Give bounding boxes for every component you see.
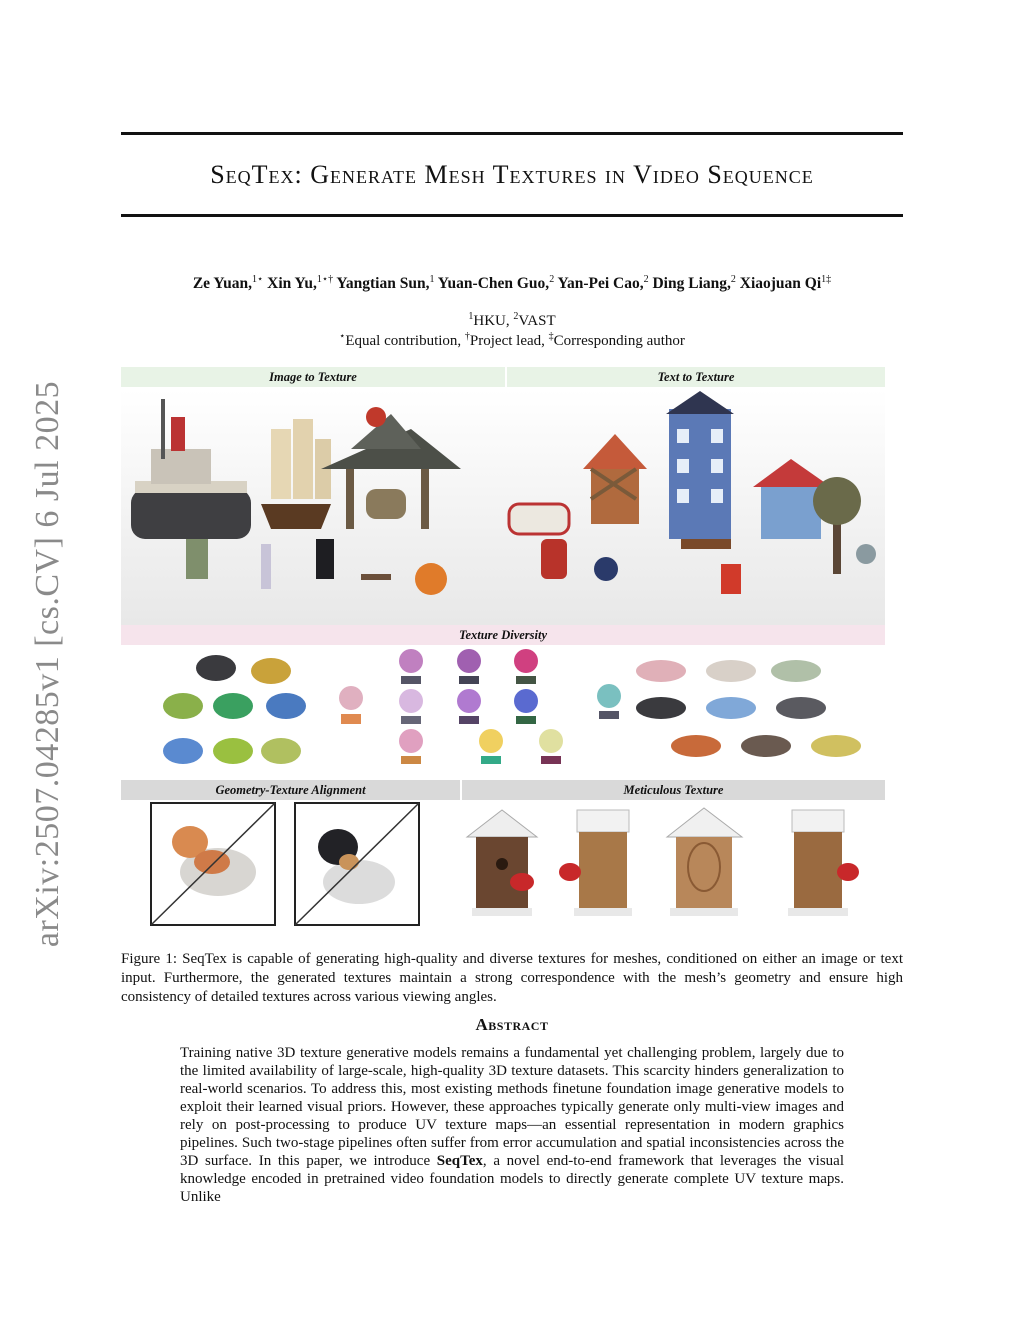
author-name: Yan-Pei Cao, bbox=[557, 275, 644, 292]
author-affiliation-sup: 2 bbox=[549, 273, 555, 285]
texture-diversity-panel bbox=[121, 646, 885, 779]
author-name: Xin Yu, bbox=[267, 275, 317, 292]
note-lead: Project lead, bbox=[469, 333, 549, 349]
abstract-text-part-1: Training native 3D texture generative models remains a fundamental yet challenging problem, largely due to the limited availability of large-scale, high-quality 3D texture datasets. This scarcity hinders generalization to real-world scenarios. To address this, most existing methods finetune foundation image generative models to exploit their learned visual priors. However, these approaches typically generate only multi-view images and rely on post-processing to produce UV texture maps—an essential representation in modern graphics pipelines. Such two-stage pipelines often suffer from error accumulation and spatial inconsistencies across the 3D surface. In this paper, we introduce bbox=[180, 1045, 844, 1169]
alignment-dog-2 bbox=[294, 802, 420, 926]
note-sym-corr: ‡ bbox=[548, 331, 554, 342]
author-name: Yuan-Chen Guo, bbox=[437, 275, 550, 292]
band-geometry-texture-alignment: Geometry-Texture Alignment bbox=[121, 780, 460, 800]
band-image-to-texture: Image to Texture bbox=[121, 367, 505, 387]
author-affiliation-sup: 2 bbox=[730, 273, 736, 285]
author-affiliation-sup: 2 bbox=[643, 273, 649, 285]
band-text-to-texture: Text to Texture bbox=[507, 367, 885, 387]
affil-sup-2: 2 bbox=[513, 311, 519, 322]
abstract-method-name: SeqTex bbox=[436, 1153, 483, 1169]
note-sym-equal: ⋆ bbox=[339, 331, 346, 342]
textured-objects-scene bbox=[121, 389, 885, 625]
author-affiliation-sup: 1⋆ bbox=[252, 273, 264, 285]
note-equal: Equal contribution, bbox=[345, 333, 465, 349]
abstract-heading: Abstract bbox=[475, 1015, 549, 1034]
dog-orange-split-view bbox=[150, 802, 276, 926]
affil-sup-1: 1 bbox=[468, 311, 474, 322]
author-list bbox=[121, 275, 903, 293]
band-texture-diversity: Texture Diversity bbox=[121, 625, 885, 645]
abstract-text-part-2: , a novel end-to-end framework that leverages the visual knowledge encoded in pretrained video foundation models to directly generate complete UV texture maps. Unlike bbox=[180, 1153, 844, 1205]
title-bottom-rule bbox=[121, 214, 903, 217]
author-notes bbox=[121, 333, 903, 350]
author-affiliation-sup: 1 bbox=[429, 273, 435, 285]
meticulous-texture-panel bbox=[462, 802, 885, 926]
arxiv-sidebar bbox=[20, 380, 76, 948]
diversity-samples bbox=[121, 646, 885, 779]
author-name: Xiaojuan Qi bbox=[739, 275, 822, 292]
affiliations bbox=[121, 313, 903, 330]
alignment-dog-1 bbox=[150, 802, 276, 926]
note-sym-lead: † bbox=[464, 331, 470, 342]
figure-caption: Figure 1: SeqTex is capable of generating high-quality and diverse textures for meshes, conditioned on either an image or text input. Furthermore, the generated textures maintain a strong correspondence with the mesh’s geometry and ensure high consistency of detailed textures across various viewing angles. bbox=[121, 951, 903, 1005]
title-top-rule bbox=[121, 132, 903, 135]
affil-name-2: VAST bbox=[518, 313, 556, 329]
arxiv-identifier: arXiv:2507.04285v1 [cs.CV] 6 Jul 2025 bbox=[29, 380, 66, 948]
birdhouse-views bbox=[462, 802, 885, 926]
image-text-to-texture-panel bbox=[121, 389, 885, 625]
author-affiliation-sup: 1‡ bbox=[821, 273, 832, 285]
author-name: Ze Yuan, bbox=[192, 275, 252, 292]
dog-black-split-view bbox=[294, 802, 420, 926]
band-meticulous-texture: Meticulous Texture bbox=[462, 780, 885, 800]
affil-name-1: HKU, bbox=[473, 313, 514, 329]
abstract-body bbox=[180, 1044, 844, 1206]
note-corr: Corresponding author bbox=[553, 333, 685, 349]
author-name: Ding Liang, bbox=[652, 275, 731, 292]
author-name: Yangtian Sun, bbox=[336, 275, 430, 292]
paper-title: SeqTex: Generate Mesh Textures in Video Sequence bbox=[210, 160, 814, 189]
author-affiliation-sup: 1⋆† bbox=[316, 273, 334, 285]
